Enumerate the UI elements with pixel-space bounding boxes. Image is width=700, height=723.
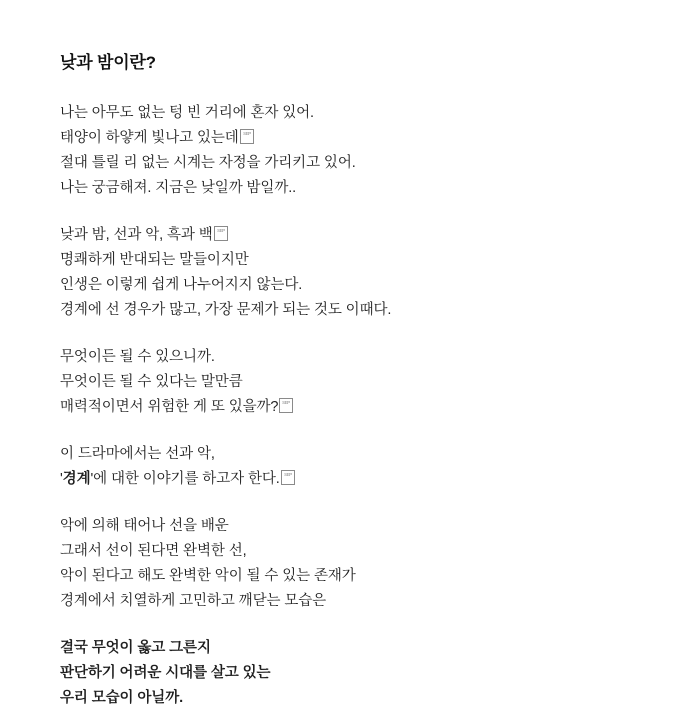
page-title: 낮과 밤이란? [60,53,156,72]
text-line: 명쾌하게 반대되는 말들이지만 [60,252,249,268]
text-line: 나는 궁금해져. 지금은 낮일까 밤일까.. [60,180,297,196]
missing-glyph-icon: SEP [281,470,295,485]
paragraph [60,223,640,323]
text-line: 낮과 밤, 선과 악, 흑과 백 SEP [60,223,640,248]
text-line: 악에 의해 태어나 선을 배운 [60,518,229,534]
missing-glyph-icon: SEP [214,226,228,241]
text-line: 절대 틀릴 리 없는 시계는 자정을 가리키고 있어. [60,155,356,171]
text-line: 결국 무엇이 옳고 그른지 [60,640,211,656]
text-line: 우리 모습이 아닐까. [60,690,184,706]
text-line: 무엇이든 될 수 있다는 말만큼 [60,374,243,390]
missing-glyph-icon: SEP [279,398,293,413]
paragraph [60,636,640,711]
text-line: 경계에서 치열하게 고민하고 깨닫는 모습은 [60,593,327,609]
paragraph [60,345,640,420]
text-line: 나는 아무도 없는 텅 빈 거리에 혼자 있어. [60,105,314,121]
text-line: 악이 된다고 해도 완벽한 악이 될 수 있는 존재가 [60,568,356,584]
missing-glyph-icon: SEP [240,129,254,144]
text-line: 매력적이면서 위험한 게 또 있을까? SEP [60,395,640,420]
text-line: '경계'에 대한 이야기를 하고자 한다. SEP [60,467,640,492]
paragraph [60,101,640,201]
text-line: 인생은 이렇게 쉽게 나누어지지 않는다. [60,277,303,293]
text-line: 태양이 하얗게 빛나고 있는데 SEP [60,126,640,151]
paragraph [60,442,640,492]
text-line: 무엇이든 될 수 있으니까. [60,349,215,365]
paragraph [60,514,640,614]
text-line: 이 드라마에서는 선과 악, [60,446,215,462]
text-line: 경계에 선 경우가 많고, 가장 문제가 되는 것도 이때다. [60,302,392,318]
text-line: 판단하기 어려운 시대를 살고 있는 [60,665,271,681]
document-body [60,101,640,711]
text-line: 그래서 선이 된다면 완벽한 선, [60,543,247,559]
